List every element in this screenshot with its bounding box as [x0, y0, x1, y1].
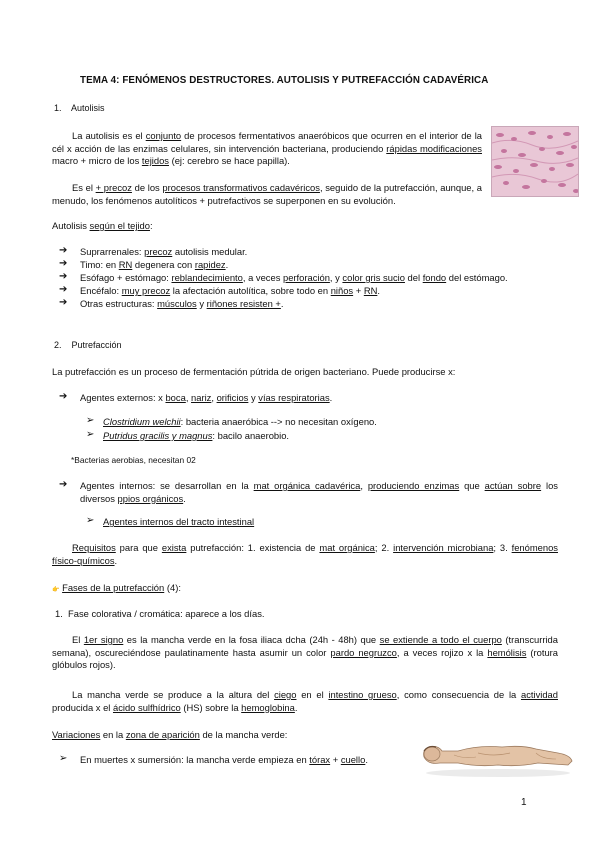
internal-agents-subitem: Agentes internos del tracto intestinal — [103, 516, 255, 527]
list-item: Timo: en RN degenera con rapidez. — [80, 259, 229, 270]
list-item: Esófago + estómago: reblandecimiento, a veces perforación, y color gris sucio del fondo del estómago. — [80, 272, 508, 283]
tissue-micrograph-image — [491, 126, 579, 197]
section-title: Autolisis — [71, 103, 105, 113]
section-1-heading — [54, 103, 105, 113]
pointer-icon: ➢ — [86, 415, 95, 426]
pointer-icon: ➢ — [86, 515, 95, 526]
section-number: 1. — [54, 103, 62, 113]
bacteria-item: Putridus gracilis y magnus: bacilo anaerobio. — [103, 430, 290, 441]
paragraph-autolisis-definition: La autolisis es el conjunto de procesos fermentativos anaeróbicos que ocurren en el interior de la cél x acción de las enzimas celulares, sin intervención bacteriana, produciendo rápidas modificaciones macro + micro de los tejidos (ej: cerebro se hace papilla). — [52, 130, 482, 167]
paragraph-ciego: La mancha verde se produce a la altura del ciego en el intestino grueso, como consecuencia de la actividad producida x el ácido sulfhídrico (HS) sobre la hemoglobina. — [52, 689, 558, 713]
external-agents-item: Agentes externos: x boca, nariz, orificios y vías respiratorias. — [80, 392, 333, 403]
arrow-icon: ➔ — [59, 284, 68, 295]
list-item: Suprarrenales: precoz autolisis medular. — [80, 246, 248, 257]
arrow-icon: ➔ — [59, 271, 68, 282]
pointer-hand-icon: 👉 — [52, 587, 60, 593]
paragraph-mancha-verde: El 1er signo es la mancha verde en la fosa iliaca dcha (24h - 48h) que se extiende a todo el cuerpo (transcurrida semana), oscureciéndose paulatinamente hasta asumir un color pardo negruzco, a veces rojizo x la hemólisis (rotura glóbulos rojos). — [52, 634, 559, 671]
fases-heading: 👉 Fases de la putrefacción (4): — [52, 582, 181, 593]
paragraph-requisitos: Requisitos para que exista putrefacción: 1. existencia de mat orgánica; 2. intervención microbiana; 3. fenómenos físico-químicos. — [52, 542, 558, 566]
list-item: Encéfalo: muy precoz la afectación autolítica, sobre todo en niños + RN. — [80, 285, 380, 296]
paragraph-putrefaccion-definition: La putrefacción es un proceso de fermentación pútrida de origen bacteriano. Puede producirse x: — [52, 366, 456, 377]
fase-1-heading: 1. Fase colorativa / cromática: aparece a los días. — [55, 608, 265, 619]
bacteria-item: Clostridium welchii: bacteria anaeróbica --> no necesitan oxígeno. — [103, 416, 377, 427]
note-aerobic-bacteria: *Bacterias aerobias, necesitan 02 — [71, 455, 196, 465]
arrow-icon: ➔ — [59, 391, 68, 402]
pointer-icon: ➢ — [59, 753, 68, 764]
arrow-icon: ➔ — [59, 297, 68, 308]
lying-body-illustration — [418, 731, 576, 779]
autolisis-by-tissue-label: Autolisis según el tejido: — [52, 220, 153, 231]
internal-agents-item: Agentes internos: se desarrollan en la mat orgánica cadavérica, produciendo enzimas que actúan sobre los diversos ppios orgánicos. — [80, 480, 558, 504]
pointer-icon: ➢ — [86, 429, 95, 440]
paragraph-autolisis-precoz: Es el + precoz de los procesos transformativos cadavéricos, seguido de la putrefacción, aunque, a menudo, los fenómenos autolíticos + putrefactivos se superponen en su evolución. — [52, 182, 483, 206]
section-title: Putrefacción — [71, 340, 122, 350]
section-number: 2. — [54, 340, 62, 350]
sumersion-item: En muertes x sumersión: la mancha verde empieza en tórax + cuello. — [80, 754, 368, 765]
list-item: Otras estructuras: músculos y riñones resisten +. — [80, 298, 284, 309]
section-2-heading — [54, 340, 122, 350]
arrow-icon: ➔ — [59, 258, 68, 269]
variaciones-heading: Variaciones en la zona de aparición de la mancha verde: — [52, 729, 288, 740]
page-title: TEMA 4: FENÓMENOS DESTRUCTORES. AUTOLISIS Y PUTREFACCIÓN CADAVÉRICA — [80, 75, 489, 86]
arrow-icon: ➔ — [59, 479, 68, 490]
page-number: 1 — [521, 797, 527, 808]
arrow-icon: ➔ — [59, 245, 68, 256]
